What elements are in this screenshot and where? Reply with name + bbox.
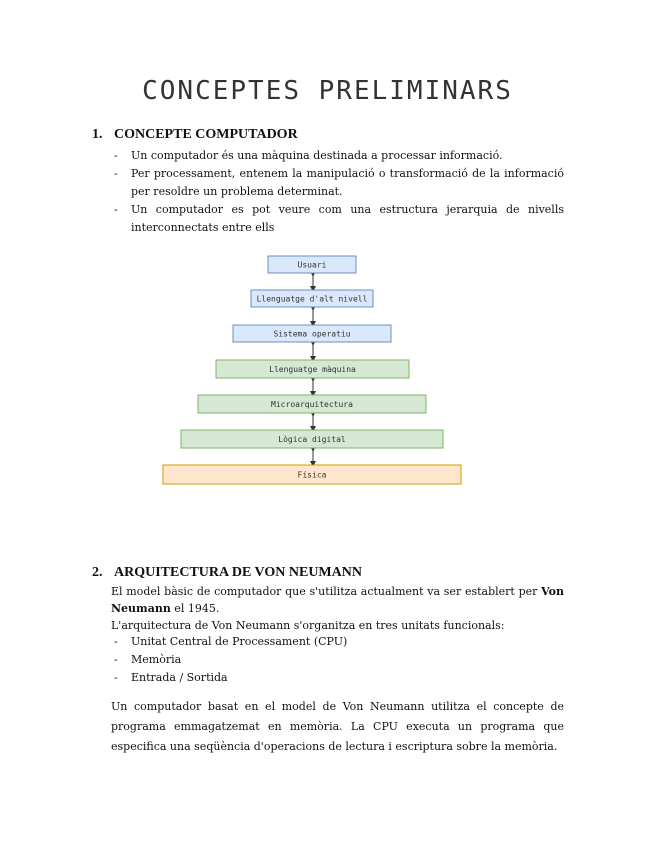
intro-text: El model bàsic de computador que s'utilitza actualment va ser establert per <box>111 585 542 598</box>
unit-item: - Unitat Central de Processament (CPU) <box>114 633 564 651</box>
section-2-intro <box>111 583 564 617</box>
bullet-item: - Per processament, entenem la manipulació o transformació de la informació per resoldre un problema determinat. <box>114 165 564 201</box>
section-2-heading <box>92 565 362 581</box>
level-label: Llenguatge d'alt nivell <box>256 294 368 304</box>
level-label: Usuari <box>297 260 327 270</box>
level-label: Microarquitectura <box>271 400 353 409</box>
section-2-line: L'arquitectura de Von Neumann s'organitza en tres unitats funcionals: <box>111 619 505 632</box>
section-2-number: 2. <box>92 565 103 580</box>
level-label: Lògica digital <box>278 435 346 444</box>
diagram-levels <box>163 256 461 484</box>
section-2-paragraph: Un computador basat en el model de Von Neumann utilitza el concepte de programa emmagatzemat en memòria. La CPU executa un programa que especifica una seqüència d'operacions de lectura i escriptura sobre la memòria. <box>111 700 564 753</box>
section-2-title: ARQUITECTURA DE VON NEUMANN <box>114 565 362 580</box>
level-label: Sistema operatiu <box>273 329 351 339</box>
bullet-item: - Un computador és una màquina destinada a processar informació. <box>114 147 564 165</box>
level-label: Física <box>297 470 327 480</box>
section-2-units <box>114 633 564 687</box>
level-label: Llenguatge màquina <box>269 365 356 374</box>
intro-bold-name: Von Neumann <box>111 585 564 615</box>
section-1-title: CONCEPTE COMPUTADOR <box>114 127 298 142</box>
unit-item: - Memòria <box>114 651 564 669</box>
intro-year: el 1945. <box>170 602 220 615</box>
page-title: CONCEPTES PRELIMINARS <box>142 76 513 106</box>
unit-item: - Entrada / Sortida <box>114 669 564 687</box>
section-1-number: 1. <box>92 127 103 142</box>
bullet-item: - Un computador es pot veure com una estructura jerarquia de nivells interconnectats entre ells <box>114 201 564 237</box>
